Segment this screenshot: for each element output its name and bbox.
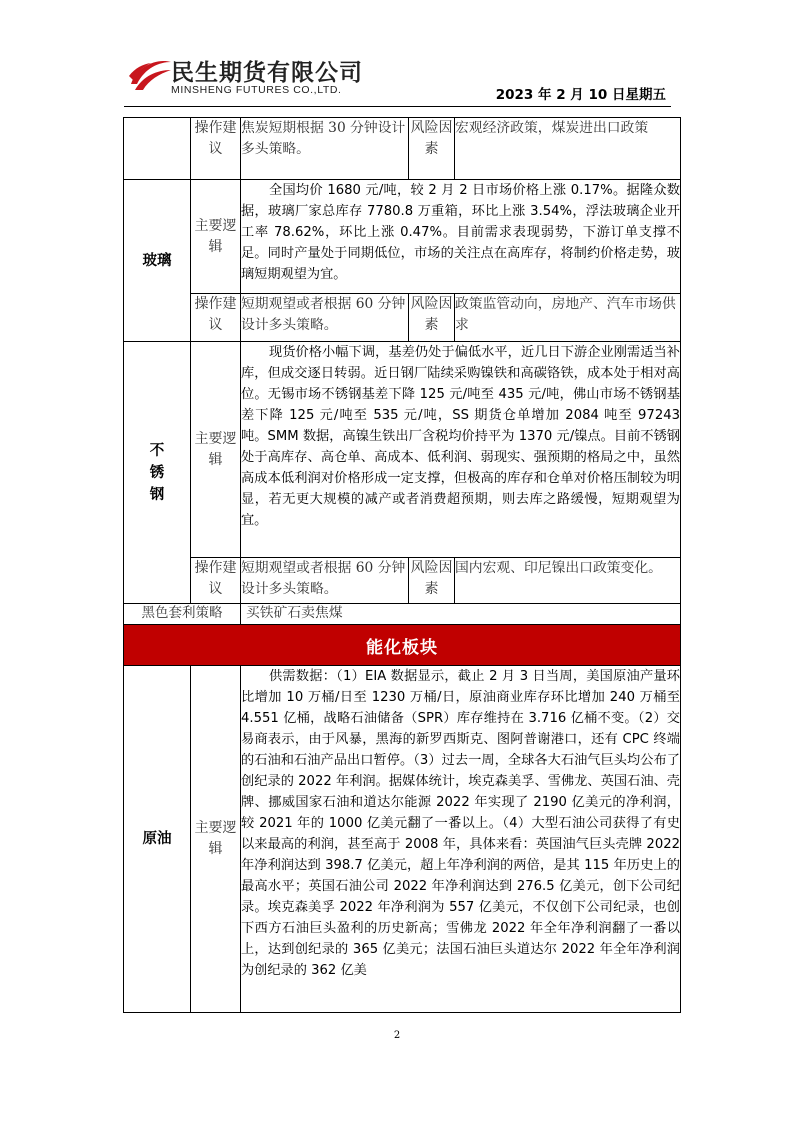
stainless-operation-row	[124, 558, 681, 604]
stainless-risk: 国内宏观、印尼镍出口政策变化。	[455, 558, 681, 604]
crude-logic: 供需数据：（1）EIA 数据显示，截止 2 月 3 日当周，美国原油产量环比增加 10 万桶/日至 1230 万桶/日，原油商业库存环比增加 240 万桶至 4.551 亿桶，战略石油储备（SPR）库存维持在 3.716 亿桶不变。（2）交易商表示，由于风暴，黑海的新罗西斯克、图阿普谢港口，还有 CPC 终端的石油和石油产品出口暂停。（3）过去一周，全球各大石油气巨头均公布了创纪录的 2022 年利润。据媒体统计，埃克森美孚、雪佛龙、英国石油、壳牌、挪威国家石油和道达尔能源 2022 年实现了 2190 亿美元的净利润，较 2021 年的 1000 亿美元翻了一番以上。（4）大型石油公司获得了有史以来最高的利润，甚至高于 2008 年，具体来看：英国油气巨头壳牌 2022 年净利润达到 398.7 亿美元，超上年净利润的两倍，是其 115 年历史上的最高水平；英国石油公司 2022 年净利润达到 276.5 亿美元，创下公司纪录。埃克森美孚 2022 年净利润为 557 亿美元，不仅创下公司纪录，也创下西方石油巨头盈利的历史新高；雪佛龙 2022 年全年净利润翻了一番以上，达到创纪录的 365 亿美元；法国石油巨头道达尔 2022 年全年净利润为创纪录的 362 亿美	[241, 666, 681, 1013]
stainless-logic: 现货价格小幅下调，基差仍处于偏低水平，近几日下游企业刚需适当补库，但成交逐日转弱。近日钢厂陆续采购镍铁和高碳铬铁，成本处于相对高位。无锡市场不锈钢基差下降 125 元/吨至 435 元/吨，佛山市场不锈钢基差下降 125 元/吨至 535 元/吨，SS 期货仓单增加 2084 吨至 97243 吨。SMM 数据，高镍生铁出厂含税均价持平为 1370 元/镍点。目前不锈钢处于高库存、高仓单、高成本、低利润、弱现实、强预期的格局之中，虽然高成本低利润对价格形成一定支撑，但极高的库存和仓单对价格压制较为明显，若无更大规模的减产或者消费超预期，则去库之路缓慢，短期观望为宜。	[241, 342, 681, 558]
crude-name	[124, 666, 191, 1013]
crude-name-text: 原油	[142, 831, 172, 847]
arbitrage-row	[124, 604, 681, 625]
coke-advice: 焦炭短期根据 30 分钟设计多头策略。	[241, 118, 409, 180]
glass-name-text: 玻璃	[142, 252, 172, 269]
company-logo	[127, 54, 377, 104]
coke-risk: 宏观经济政策，煤炭进出口政策	[455, 118, 681, 180]
company-name-cn: 民生期货有限公司	[171, 60, 363, 86]
page-number: 2	[393, 1030, 401, 1041]
arbitrage-value: 买铁矿石卖焦煤	[241, 604, 681, 625]
glass-name	[124, 180, 191, 342]
header-divider	[124, 106, 671, 107]
operation-label: 操作建议	[191, 294, 241, 342]
page-header	[0, 0, 794, 115]
operation-label: 操作建议	[191, 118, 241, 180]
energy-section-row	[124, 625, 681, 666]
company-name-en: MINSHENG FUTURES CO.,LTD.	[171, 84, 342, 96]
risk-label: 风险因素	[409, 294, 455, 342]
minsheng-logo-icon	[127, 54, 173, 94]
glass-advice: 短期观望或者根据 60 分钟设计多头策略。	[241, 294, 409, 342]
coke-operation-row	[124, 118, 681, 180]
glass-logic: 全国均价 1680 元/吨，较 2 月 2 日市场价格上涨 0.17%。据隆众数据，玻璃厂家总库存 7780.8 万重箱，环比上涨 3.54%，浮法玻璃企业开工率 78.62%，环比上涨 0.47%。目前需求表现弱势，下游订单支撑不足。同时产量处于同期低位，市场的关注点在高库存，将制约价格走势，玻璃短期观望为宜。	[241, 180, 681, 294]
report-date: 2023 年 2 月 10 日星期五	[495, 87, 666, 103]
crude-logic-row	[124, 666, 681, 1013]
stainless-advice: 短期观望或者根据 60 分钟设计多头策略。	[241, 558, 409, 604]
risk-label: 风险因素	[409, 118, 455, 180]
stainless-name-text: 不锈钢	[149, 442, 165, 503]
strategy-table	[123, 117, 681, 1013]
logic-label: 主要逻辑	[191, 342, 241, 558]
logic-label: 主要逻辑	[191, 666, 241, 1013]
glass-operation-row	[124, 294, 681, 342]
energy-section-title: 能化板块	[124, 625, 681, 666]
operation-label: 操作建议	[191, 558, 241, 604]
glass-risk: 政策监管动向，房地产、汽车市场供求	[455, 294, 681, 342]
stainless-logic-row	[124, 342, 681, 558]
coke-name-cell	[124, 118, 191, 180]
arbitrage-label: 黑色套利策略	[124, 604, 241, 625]
risk-label: 风险因素	[409, 558, 455, 604]
stainless-name	[124, 342, 191, 604]
logic-label: 主要逻辑	[191, 180, 241, 294]
glass-logic-row	[124, 180, 681, 294]
